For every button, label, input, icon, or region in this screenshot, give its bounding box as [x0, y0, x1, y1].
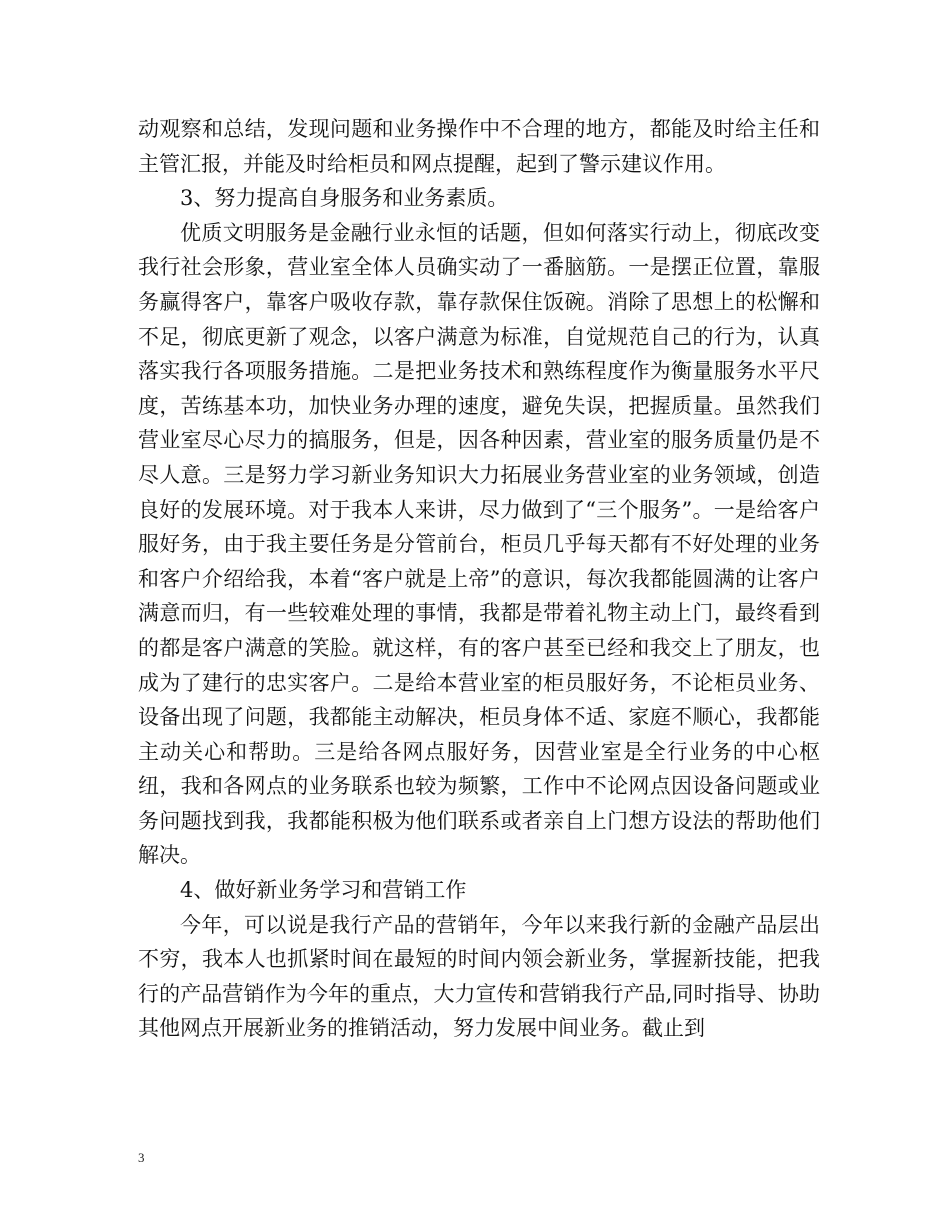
- document-body: [138, 112, 820, 1046]
- paragraph-continuation: 动观察和总结，发现问题和业务操作中不合理的地方，都能及时给主任和主管汇报，并能及时给柜员和网点提醒，起到了警示建议作用。: [138, 117, 820, 176]
- section-heading-3: 3、努力提高自身服务和业务素质。: [180, 186, 509, 211]
- section-heading-4: 4、做好新业务学习和营销工作: [180, 878, 467, 903]
- paragraph-marketing: 今年，可以说是我行产品的营销年，今年以来我行新的金融产品层出不穷，我本人也抓紧时间在最短的时间内领会新业务，掌握新技能，把我行的产品营销作为今年的重点，大力宣传和营销我行产品,同时指导、协助其他网点开展新业务的推销活动，努力发展中间业务。截止到: [138, 912, 820, 1041]
- paragraph-service: 优质文明服务是金融行业永恒的话题，但如何落实行动上，彻底改变我行社会形象，营业室全体人员确实动了一番脑筋。一是摆正位置，靠服务赢得客户，靠客户吸收存款，靠存款保住饭碗。消除了思想上的松懈和不足，彻底更新了观念，以客户满意为标准，自觉规范自己的行为，认真落实我行各项服务措施。二是把业务技术和熟练程度作为衡量服务水平尺度，苦练基本功，加快业务办理的速度，避免失误，把握质量。虽然我们营业室尽心尽力的搞服务，但是，因各种因素，营业室的服务质量仍是不尽人意。三是努力学习新业务知识大力拓展业务营业室的业务领域，创造良好的发展环境。对于我本人来讲，尽力做到了“三个服务”。一是给客户服好务，由于我主要任务是分管前台，柜员几乎每天都有不好处理的业务和客户介绍给我，本着“客户就是上帝”的意识，每次我都能圆满的让客户满意而归，有一些较难处理的事情，我都是带着礼物主动上门，最终看到的都是客户满意的笑脸。就这样，有的客户甚至已经和我交上了朋友，也成为了建行的忠实客户。二是给本营业室的柜员服好务，不论柜员业务、设备出现了问题，我都能主动解决，柜员身体不适、家庭不顺心，我都能主动关心和帮助。三是给各网点服好务，因营业室是全行业务的中心枢纽，我和各网点的业务联系也较为频繁，工作中不论网点因设备问题或业务问题找到我，我都能积极为他们联系或者亲自上门想方设法的帮助他们解决。: [138, 220, 820, 868]
- page-number: 3: [138, 1150, 145, 1165]
